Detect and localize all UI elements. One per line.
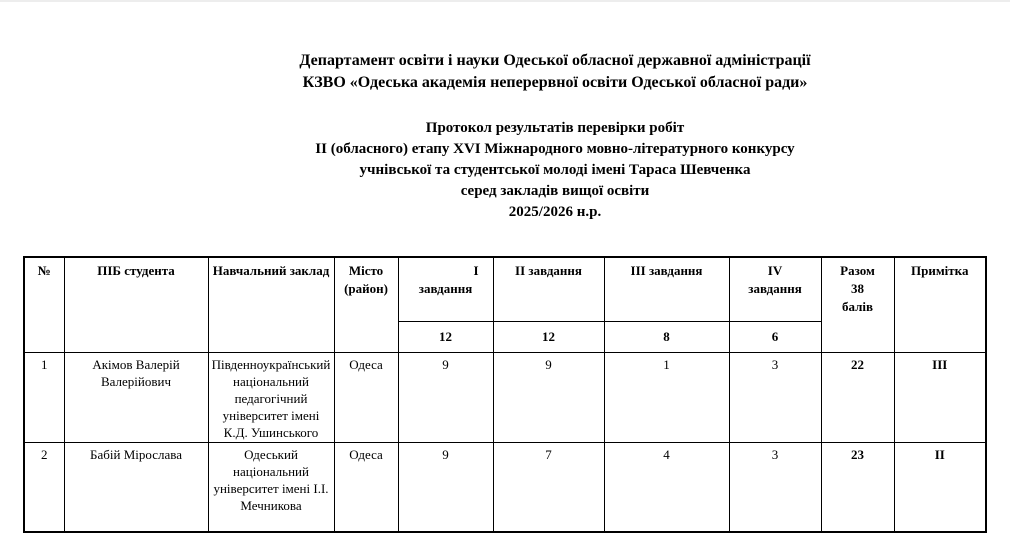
table-row bbox=[24, 442, 986, 532]
title-line-4: серед закладів вищої освіти bbox=[460, 183, 650, 199]
cell-total-score: 23 bbox=[821, 442, 894, 532]
title-line-3: учнівської та студентської молоді імені Тараса Шевченка bbox=[359, 162, 751, 178]
col-header-num: № bbox=[24, 257, 64, 352]
document-org-header bbox=[100, 50, 1010, 94]
title-line-5: 2025/2026 н.р. bbox=[508, 204, 602, 220]
cell-num: 1 bbox=[24, 352, 64, 442]
title-line-2: ІІ (обласного) етапу XVI Міжнародного мовно-літературного конкурсу bbox=[315, 141, 795, 157]
cell-city: Одеса bbox=[334, 442, 398, 532]
col-header-city-line1: Місто bbox=[348, 263, 384, 278]
cell-task3-score: 1 bbox=[604, 352, 729, 442]
results-table-wrapper bbox=[23, 256, 987, 533]
document-title bbox=[100, 118, 1010, 223]
cell-student-name: Бабій Мірослава bbox=[64, 442, 208, 532]
cell-note: ІІ bbox=[894, 442, 986, 532]
cell-city: Одеса bbox=[334, 352, 398, 442]
table-row bbox=[24, 352, 986, 442]
cell-task3-score: 4 bbox=[604, 442, 729, 532]
max-score-task3: 8 bbox=[604, 321, 729, 352]
col-header-task3: ІІІ завдання bbox=[604, 257, 729, 321]
col-header-total bbox=[821, 257, 894, 352]
col-header-school: Навчальний заклад bbox=[208, 257, 334, 352]
window-top-edge bbox=[0, 0, 1010, 2]
col-header-task4 bbox=[729, 257, 821, 321]
col-header-note: Примітка bbox=[894, 257, 986, 352]
cell-school: Одеський національний університет імені І.І. Мечникова bbox=[208, 442, 334, 532]
col-header-student-name: ПІБ студента bbox=[64, 257, 208, 352]
cell-total-score: 22 bbox=[821, 352, 894, 442]
title-line-1: Протокол результатів перевірки робіт bbox=[425, 120, 685, 136]
col-header-total-line1: Разом bbox=[840, 263, 875, 278]
col-header-city bbox=[334, 257, 398, 352]
cell-num: 2 bbox=[24, 442, 64, 532]
col-header-task4-word: завдання bbox=[748, 281, 802, 296]
table-header-row bbox=[24, 257, 986, 321]
col-header-city-line2: (район) bbox=[344, 281, 388, 296]
col-header-task2: ІІ завдання bbox=[493, 257, 604, 321]
max-score-task1: 12 bbox=[398, 321, 493, 352]
max-score-task4: 6 bbox=[729, 321, 821, 352]
col-header-task4-numeral: IV bbox=[767, 263, 783, 278]
org-line-1: Департамент освіти і науки Одеської обласної державної адміністрації bbox=[299, 52, 811, 69]
cell-note: ІІІ bbox=[894, 352, 986, 442]
col-header-total-line3: балів bbox=[841, 299, 874, 314]
cell-task1-score: 9 bbox=[398, 352, 493, 442]
col-header-task1 bbox=[398, 257, 493, 321]
cell-task4-score: 3 bbox=[729, 442, 821, 532]
col-header-task1-numeral: І bbox=[473, 263, 479, 278]
col-header-total-line2: 38 bbox=[851, 281, 864, 296]
cell-task2-score: 9 bbox=[493, 352, 604, 442]
max-score-task2: 12 bbox=[493, 321, 604, 352]
col-header-task1-word: завдання bbox=[418, 281, 473, 296]
cell-school: Південноукраїнський національний педагогічний університет імені К.Д. Ушинського bbox=[208, 352, 334, 442]
cell-task4-score: 3 bbox=[729, 352, 821, 442]
cell-task1-score: 9 bbox=[398, 442, 493, 532]
cell-student-name: Акімов Валерій Валерійович bbox=[64, 352, 208, 442]
results-table bbox=[23, 256, 987, 533]
cell-task2-score: 7 bbox=[493, 442, 604, 532]
org-line-2: КЗВО «Одеська академія неперервної освіти Одеської обласної ради» bbox=[302, 74, 808, 91]
